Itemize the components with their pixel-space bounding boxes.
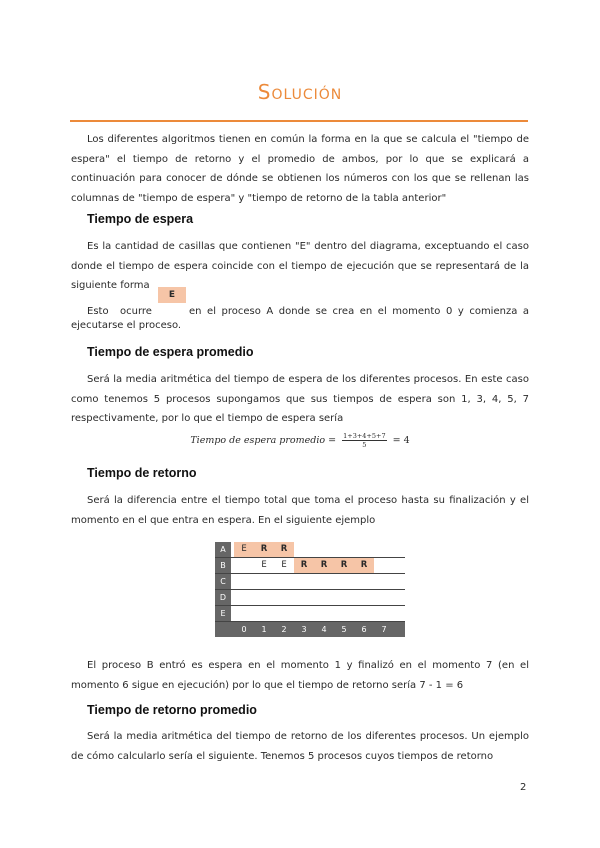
diagram-tick: 6 (361, 625, 367, 634)
diagram-cell: E (281, 560, 287, 570)
espera-paragraph-end: ejecutarse el proceso. (71, 320, 182, 331)
inline-espera-cell: E (158, 287, 186, 303)
intro-paragraph: Los diferentes algoritmos tienen en común la forma en la que se calcula el "tiempo de espera" el tiempo de retorno y el promedio de ambos, por lo que se explicará a continuación para conocer de dónde se obtienen los números con los que se rellenan las columnas de "tiempo de espera" y "tiempo de retorno de la tabla anterior" (71, 134, 529, 204)
formula-espera-promedio (0, 432, 600, 449)
heading-tiempo-retorno: Tiempo de retorno (87, 466, 197, 480)
page-number: 2 (520, 782, 527, 793)
diagram-cell: R (334, 558, 354, 573)
title-divider (70, 120, 528, 122)
page-title: Solución (257, 80, 343, 104)
diagram-row-label: E (215, 606, 231, 621)
formula-numerator: 1+3+4+5+7 (343, 432, 386, 440)
diagram-row-d (215, 590, 405, 606)
diagram-cell: R (294, 558, 314, 573)
diagram-cell: R (354, 558, 374, 573)
diagram-tick: 2 (281, 625, 287, 634)
diagram-tick: 4 (321, 625, 327, 634)
diagram-tick: 1 (261, 625, 267, 634)
formula-fraction (342, 432, 386, 449)
diagram-tick: 7 (381, 625, 387, 634)
diagram-row-a (215, 542, 405, 558)
diagram-time-axis (215, 622, 405, 637)
diagram-tick: 3 (301, 625, 307, 634)
espera-promedio-paragraph: Será la media aritmética del tiempo de espera de los diferentes procesos. En este caso como tenemos 5 procesos supongamos que sus tiempos de espera son 1, 3, 4, 5, 7 respectivamente, por lo que el tiempo de espera sería (71, 374, 529, 424)
diagram-row-b (215, 558, 405, 574)
diagram-cell: E (234, 542, 254, 557)
formula-rhs: = 4 (392, 435, 410, 446)
diagram-row-e (215, 606, 405, 622)
heading-espera-promedio: Tiempo de espera promedio (87, 345, 254, 359)
heading-tiempo-espera: Tiempo de espera (87, 212, 194, 226)
diagram-tick: 5 (341, 625, 347, 634)
retorno-promedio-paragraph: Será la media aritmética del tiempo de retorno de los diferentes procesos. Un ejemplo de cómo calcularlo sería el siguiente. Tenemos 5 procesos cuyos tiempos de retorno (71, 731, 529, 762)
process-diagram (215, 542, 405, 637)
diagram-axis-corner (215, 622, 231, 637)
inline-rest: en el proceso A donde se crea en el momento 0 y comienza a (189, 306, 529, 317)
formula-lhs: Tiempo de espera promedio = (190, 435, 337, 446)
diagram-row-label: A (215, 542, 231, 557)
diagram-row-c (215, 574, 405, 590)
retorno-paragraph: Será la diferencia entre el tiempo total que toma el proceso hasta su finalización y el momento en el que entra en espera. En el siguiente ejemplo (71, 495, 529, 526)
heading-retorno-promedio: Tiempo de retorno promedio (87, 703, 257, 717)
espera-paragraph: Es la cantidad de casillas que contienen "E" dentro del diagrama, exceptuando el caso donde el tiempo de espera coincide con el tiempo de ejecución que se representará de la siguiente forma (71, 241, 529, 291)
diagram-tick: 0 (241, 625, 247, 634)
retorno-example-paragraph: El proceso B entró es espera en el momento 1 y finalizó en el momento 7 (en el momento 6 sigue en ejecución) por lo que el tiempo de retorno sería 7 - 1 = 6 (71, 660, 529, 691)
formula-denominator: 5 (362, 441, 367, 449)
diagram-row-label: C (215, 574, 231, 589)
inline-word-ocurre: ocurre (120, 306, 152, 317)
diagram-row-label: D (215, 590, 231, 605)
diagram-rows (215, 542, 405, 622)
diagram-cell: R (274, 542, 294, 557)
diagram-row-label: B (215, 558, 231, 573)
diagram-cell: R (254, 542, 274, 557)
diagram-cell: E (261, 560, 267, 570)
diagram-cell: R (314, 558, 334, 573)
inline-word-esto: Esto (87, 306, 109, 317)
